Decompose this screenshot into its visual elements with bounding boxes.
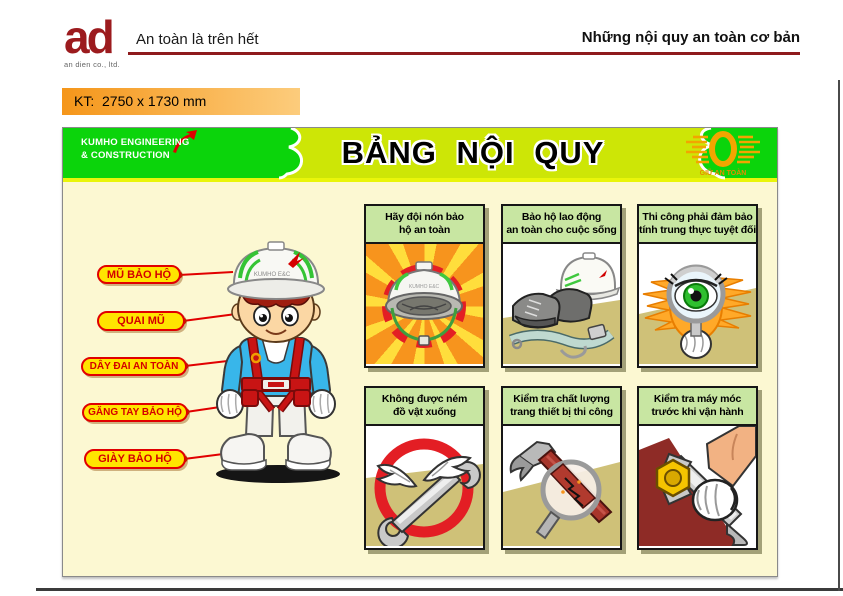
company-logo-subtext: an dien co., ltd. [64, 60, 120, 69]
worker-character-illustration [196, 234, 356, 484]
helmet-text: KUMHO E&C [253, 272, 291, 278]
panel-caption [366, 206, 483, 244]
ppe-label-chin-strap: QUAI MŨ [97, 311, 185, 331]
letterhead-slogan: An toàn là trên hết [136, 31, 259, 48]
caption-line: Không được ném [381, 392, 468, 405]
ppe-label-harness: DÂY ĐAI AN TOÀN [81, 357, 187, 376]
caption-line: đồ vật xuống [393, 406, 456, 418]
company-name [81, 137, 189, 163]
page-frame-bottom [36, 588, 843, 591]
equipment-check-icon [503, 426, 620, 546]
letterhead-right-title: Những nội quy an toàn cơ bản [581, 29, 800, 46]
safety-board [62, 127, 778, 577]
panel-caption [639, 388, 756, 426]
caption-line: tính trung thực tuyệt đối [639, 224, 756, 236]
panel-no-throwing [364, 386, 485, 550]
company-name-line2: & CONSTRUCTION [81, 149, 170, 161]
ppe-label-boots: GIÀY BẢO HỘ [84, 449, 186, 469]
caption-line: Kiểm tra máy móc [653, 392, 742, 405]
panel-caption [503, 388, 620, 426]
panel-caption [639, 206, 756, 244]
badge-caption: GIỮ AN TOÀN [699, 170, 747, 177]
no-throwing-icon [366, 426, 483, 546]
panel-ppe-for-life [501, 204, 622, 368]
ppe-set-icon [503, 244, 620, 364]
company-name-line1: KUMHO ENGINEERING [81, 137, 190, 148]
helmet-rays-icon [366, 244, 483, 364]
board-title: BẢNG NỘI QUY [341, 135, 605, 170]
company-logo: ad [64, 11, 112, 63]
caption-line: hộ an toàn [398, 224, 451, 236]
caption-line: trang thiết bị thi công [510, 406, 613, 418]
page-frame-right [838, 80, 840, 591]
caption-line: Hãy đội nón bảo [385, 210, 464, 223]
machine-check-icon [639, 426, 756, 546]
caption-line: Thi công phải đảm bảo [642, 210, 753, 223]
ppe-label-helmet: MŨ BẢO HỘ [97, 265, 181, 284]
caption-line: an toàn cho cuộc sống [506, 224, 617, 236]
dimension-note: KT: 2750 x 1730 mm [62, 88, 300, 115]
panel-caption [366, 388, 483, 426]
caption-line: Bảo hộ lao động [521, 210, 602, 223]
panel-wear-helmet [364, 204, 485, 368]
caption-line: trước khi vận hành [651, 406, 744, 418]
panel-caption [503, 206, 620, 244]
ppe-label-gloves: GĂNG TAY BẢO HỘ [82, 403, 188, 422]
panel-honesty [637, 204, 758, 368]
letterhead-rule [128, 52, 800, 55]
caption-line: Kiểm tra chất lượng [513, 392, 610, 405]
svg-text:KUMHO E&C: KUMHO E&C [408, 284, 440, 290]
honesty-eye-icon [639, 244, 756, 364]
panel-machine-check [637, 386, 758, 550]
panel-equipment-check [501, 386, 622, 550]
